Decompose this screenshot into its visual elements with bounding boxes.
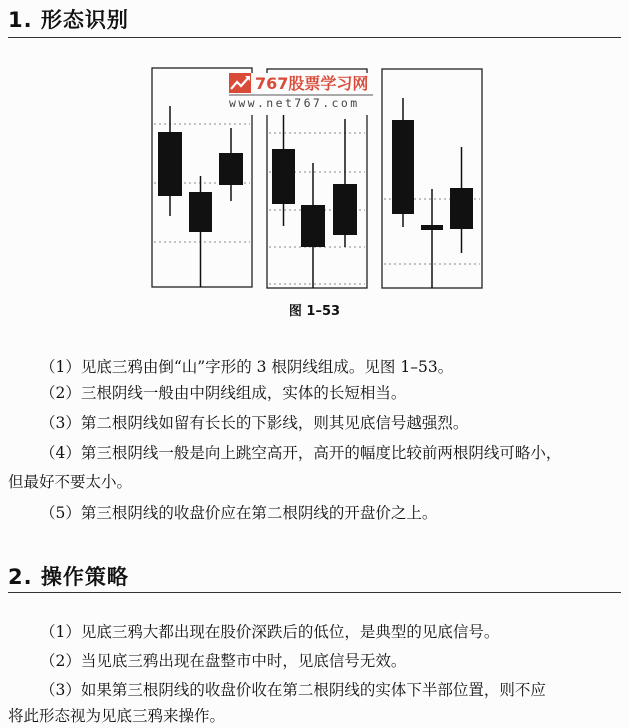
paragraph-text: 将此形态视为见底三鸦来操作。: [8, 707, 226, 725]
paragraph-continuation: [8, 470, 623, 494]
candle-body: [333, 184, 357, 235]
section-title-strategy: 2. 操作策略: [8, 565, 129, 589]
candle-body: [392, 120, 414, 214]
paragraph-text: （3）第二根阴线如留有长长的下影线，则其见底信号越强烈。: [40, 414, 469, 432]
candle-body: [158, 132, 182, 196]
section-title-pattern-recognition: 1. 形态识别: [8, 8, 129, 32]
candlestick-chart: [0, 0, 629, 300]
chart-panel-3: [382, 69, 482, 288]
paragraph: [8, 355, 623, 379]
paragraph: [8, 620, 623, 644]
candle-body: [301, 205, 325, 247]
paragraph: [8, 678, 623, 702]
paragraph: [8, 381, 623, 405]
paragraph: [8, 411, 623, 435]
section-divider: [8, 592, 621, 593]
watermark-logo-icon: [229, 73, 251, 93]
paragraph: [8, 441, 623, 465]
paragraph-text: （1）见底三鸦大都出现在股价深跌后的低位，是典型的见底信号。: [40, 623, 500, 641]
candle-body: [421, 225, 443, 230]
paragraph-text: （2）三根阴线一般由中阴线组成，实体的长短相当。: [40, 384, 407, 402]
paragraph-text: （2）当见底三鸦出现在盘整市中时，见底信号无效。: [40, 652, 407, 670]
paragraph-text: （3）如果第三根阴线的收盘价收在第二根阴线的实体下半部位置，则不应: [40, 681, 546, 699]
watermark-title: 767股票学习网: [255, 74, 369, 93]
candle-body: [189, 192, 212, 232]
watermark-url: www.net767.com: [229, 96, 360, 110]
figure-caption: 图 1–53: [288, 304, 341, 319]
candle-body: [272, 149, 295, 204]
watermark: [229, 73, 373, 115]
paragraph: [8, 649, 623, 673]
candle-body: [219, 153, 243, 185]
candle-body: [450, 188, 473, 229]
paragraph-text: （5）第三根阴线的收盘价应在第二根阴线的开盘价之上。: [40, 504, 438, 522]
paragraph-text: 但最好不要太小。: [8, 473, 133, 491]
paragraph-text: （1）见底三鸦由倒“山”字形的 3 根阴线组成。见图 1–53。: [40, 358, 454, 376]
paragraph: [8, 501, 623, 525]
candlestick-figure: [0, 0, 629, 300]
paragraph-text: （4）第三根阴线一般是向上跳空高开，高开的幅度比较前两根阴线可略小，: [40, 444, 562, 462]
paragraph-continuation: [8, 704, 623, 728]
